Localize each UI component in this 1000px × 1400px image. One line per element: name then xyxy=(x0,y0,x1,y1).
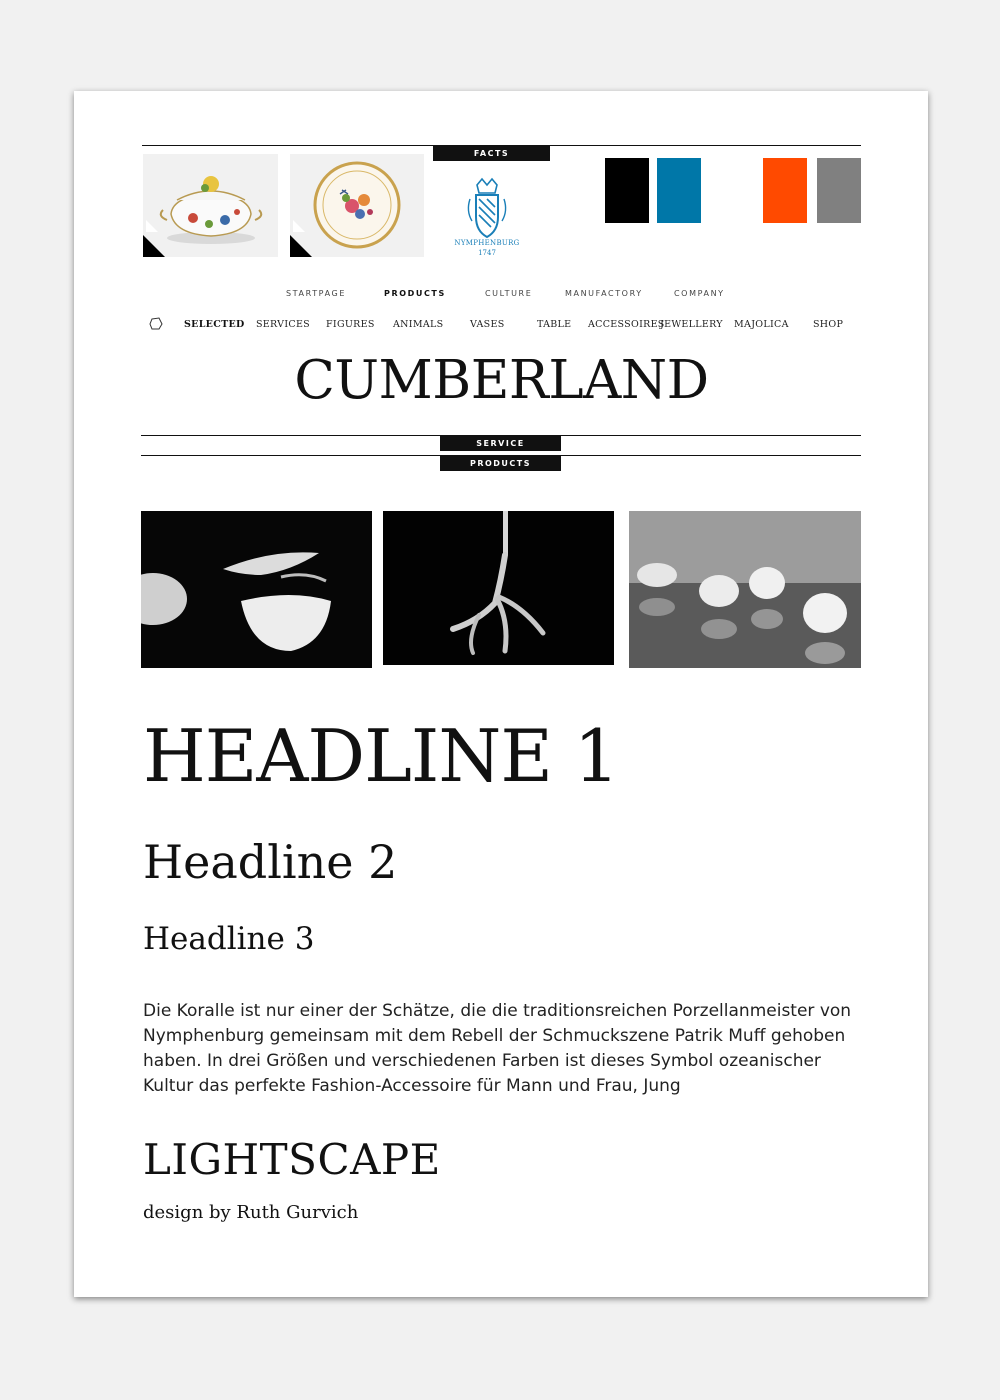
headline-1: HEADLINE 1 xyxy=(143,714,619,798)
subnav-selected[interactable]: SELECTED xyxy=(184,319,245,330)
page-title: CUMBERLAND xyxy=(294,350,709,411)
swatch-white xyxy=(711,158,755,223)
subnav-shop[interactable]: SHOP xyxy=(813,319,844,330)
subnav-animals[interactable]: ANIMALS xyxy=(393,319,444,330)
subnav-jewellery[interactable]: JEWELLERY xyxy=(660,319,723,330)
headline-4: LIGHTSCAPE xyxy=(143,1135,441,1184)
brand-year: 1747 xyxy=(478,249,496,257)
subnav-vases[interactable]: VASES xyxy=(470,319,505,330)
facts-tab[interactable]: FACTS xyxy=(433,146,550,161)
style-guide-sheet xyxy=(74,91,928,1297)
nav-products[interactable]: PRODUCTS xyxy=(384,289,446,298)
brand-logo[interactable] xyxy=(444,177,534,262)
corner-marker xyxy=(290,235,312,257)
headline-2: Headline 2 xyxy=(143,835,398,889)
body-text: Die Koralle ist nur einer der Schätze, die die traditionsreichen Porzellanmeister von Nymphenburg gemeinsam mit dem Rebell der Schmuckszene Patrik Muff gehoben haben. In drei Größen und verschiedenen Farben ist dieses Symbol ozeanischer Kultur das perfekte Fashion-Accessoire für Mann und Frau, Jung xyxy=(143,1001,852,1096)
subnav-figures[interactable]: FIGURES xyxy=(326,319,375,330)
photo-shells[interactable] xyxy=(629,511,861,668)
subnav-majolica[interactable]: MAJOLICA xyxy=(734,319,789,330)
photo-bowls[interactable] xyxy=(141,511,372,668)
subnav-services[interactable]: SERVICES xyxy=(256,319,310,330)
nav-company[interactable]: COMPANY xyxy=(674,289,725,298)
home-icon[interactable] xyxy=(149,317,163,331)
coral-image xyxy=(383,511,614,665)
swatch-blue xyxy=(657,158,701,223)
design-credit: design by Ruth Gurvich xyxy=(143,1202,359,1223)
subnav-accessoires[interactable]: ACCESSOIRES xyxy=(588,319,665,330)
photo-coral[interactable] xyxy=(383,511,614,665)
subnav-table[interactable]: TABLE xyxy=(537,319,572,330)
swatch-black xyxy=(605,158,649,223)
products-tab[interactable]: PRODUCTS xyxy=(440,456,561,471)
nav-culture[interactable]: CULTURE xyxy=(485,289,533,298)
tureen-thumbnail[interactable] xyxy=(143,154,278,257)
plate-thumbnail[interactable] xyxy=(290,154,424,257)
swatch-gray xyxy=(817,158,861,223)
swatch-orange xyxy=(763,158,807,223)
service-tab[interactable]: SERVICE xyxy=(440,436,561,451)
brand-name: NYMPHENBURG xyxy=(454,239,520,247)
shells-image xyxy=(629,511,861,668)
headline-3: Headline 3 xyxy=(143,921,315,957)
corner-marker xyxy=(143,235,165,257)
nav-manufactory[interactable]: MANUFACTORY xyxy=(565,289,643,298)
crest-icon xyxy=(444,177,534,239)
bowls-image xyxy=(141,511,372,668)
nav-startpage[interactable]: STARTPAGE xyxy=(286,289,346,298)
